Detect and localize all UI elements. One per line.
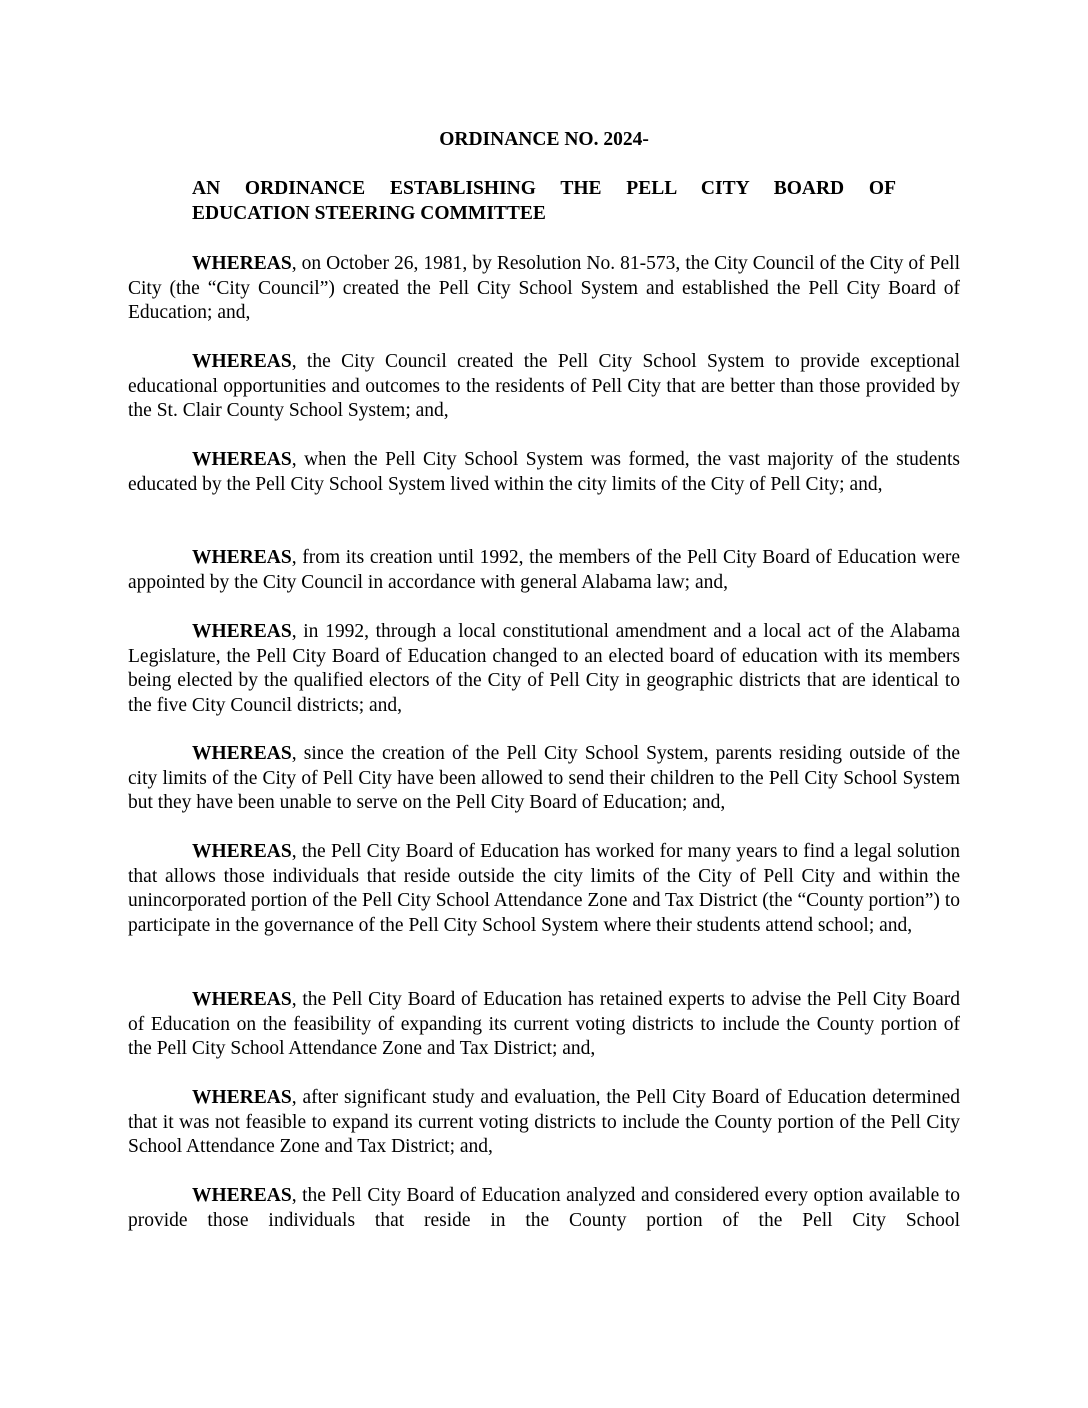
ordinance-title-line-2: EDUCATION STEERING COMMITTEE [192, 202, 546, 224]
ordinance-title [192, 177, 896, 226]
whereas-paragraph-10 [128, 1184, 960, 1233]
whereas-text: , the Pell City Board of Education analyzed and considered every option available to provide those individuals that reside in the County portion of the Pell City School [128, 1185, 960, 1231]
whereas-lead: WHEREAS [192, 989, 292, 1010]
whereas-text: , after significant study and evaluation, the Pell City Board of Education determined that it was not feasible to expand its current voting districts to include the County portion of the Pell City School Attendance Zone and Tax District; and, [128, 1087, 960, 1157]
whereas-paragraph-3 [128, 448, 960, 497]
whereas-lead: WHEREAS [192, 449, 292, 470]
whereas-text: , the Pell City Board of Education has worked for many years to find a legal solution that allows those individuals that reside outside the city limits of the City of Pell City and within the unincorporated portion of the Pell City School Attendance Zone and Tax District (the “County portion”) to participate in the governance of the Pell City School System where their students attend school; and, [128, 841, 960, 936]
whereas-lead: WHEREAS [192, 841, 292, 862]
whereas-text: , the Pell City Board of Education has retained experts to advise the Pell City Board of Education on the feasibility of expanding its current voting districts to include the County portion of the Pell City School Attendance Zone and Tax District; and, [128, 989, 960, 1059]
whereas-paragraph-1 [128, 252, 960, 326]
whereas-paragraph-5 [128, 620, 960, 718]
whereas-lead: WHEREAS [192, 1087, 292, 1108]
ordinance-number-heading: ORDINANCE NO. 2024- [439, 129, 649, 150]
whereas-paragraph-2 [128, 350, 960, 424]
whereas-paragraph-4 [128, 546, 960, 595]
whereas-paragraph-6 [128, 742, 960, 816]
whereas-paragraph-8 [128, 988, 960, 1062]
whereas-paragraph-7 [128, 840, 960, 938]
ordinance-title-line-1: AN ORDINANCE ESTABLISHING THE PELL CITY BOARD OF [192, 178, 896, 199]
whereas-lead: WHEREAS [192, 743, 292, 764]
whereas-lead: WHEREAS [192, 1185, 292, 1206]
whereas-text: , when the Pell City School System was formed, the vast majority of the students educated by the Pell City School System lived within the city limits of the City of Pell City; and, [128, 449, 960, 495]
whereas-lead: WHEREAS [192, 621, 292, 642]
whereas-paragraph-9 [128, 1086, 960, 1160]
whereas-text: , from its creation until 1992, the members of the Pell City Board of Education were appointed by the City Council in accordance with general Alabama law; and, [128, 547, 960, 593]
whereas-text: , since the creation of the Pell City School System, parents residing outside of the city limits of the City of Pell City have been allowed to send their children to the Pell City School System but they have been unable to serve on the Pell City Board of Education; and, [128, 743, 960, 813]
whereas-lead: WHEREAS [192, 547, 292, 568]
whereas-text: , in 1992, through a local constitutional amendment and a local act of the Alabama Legislature, the Pell City Board of Education changed to an elected board of education with its members being elected by the qualified electors of the City of Pell City in geographic districts that are identical to the five City Council districts; and, [128, 621, 960, 716]
whereas-lead: WHEREAS [192, 253, 292, 274]
whereas-text: , the City Council created the Pell City School System to provide exceptional educational opportunities and outcomes to the residents of Pell City that are better than those provided by the St. Clair County School System; and, [128, 351, 960, 421]
whereas-lead: WHEREAS [192, 351, 292, 372]
whereas-text: , on October 26, 1981, by Resolution No. 81-573, the City Council of the City of Pell City (the “City Council”) created the Pell City School System and established the Pell City Board of Education; and, [128, 253, 960, 323]
